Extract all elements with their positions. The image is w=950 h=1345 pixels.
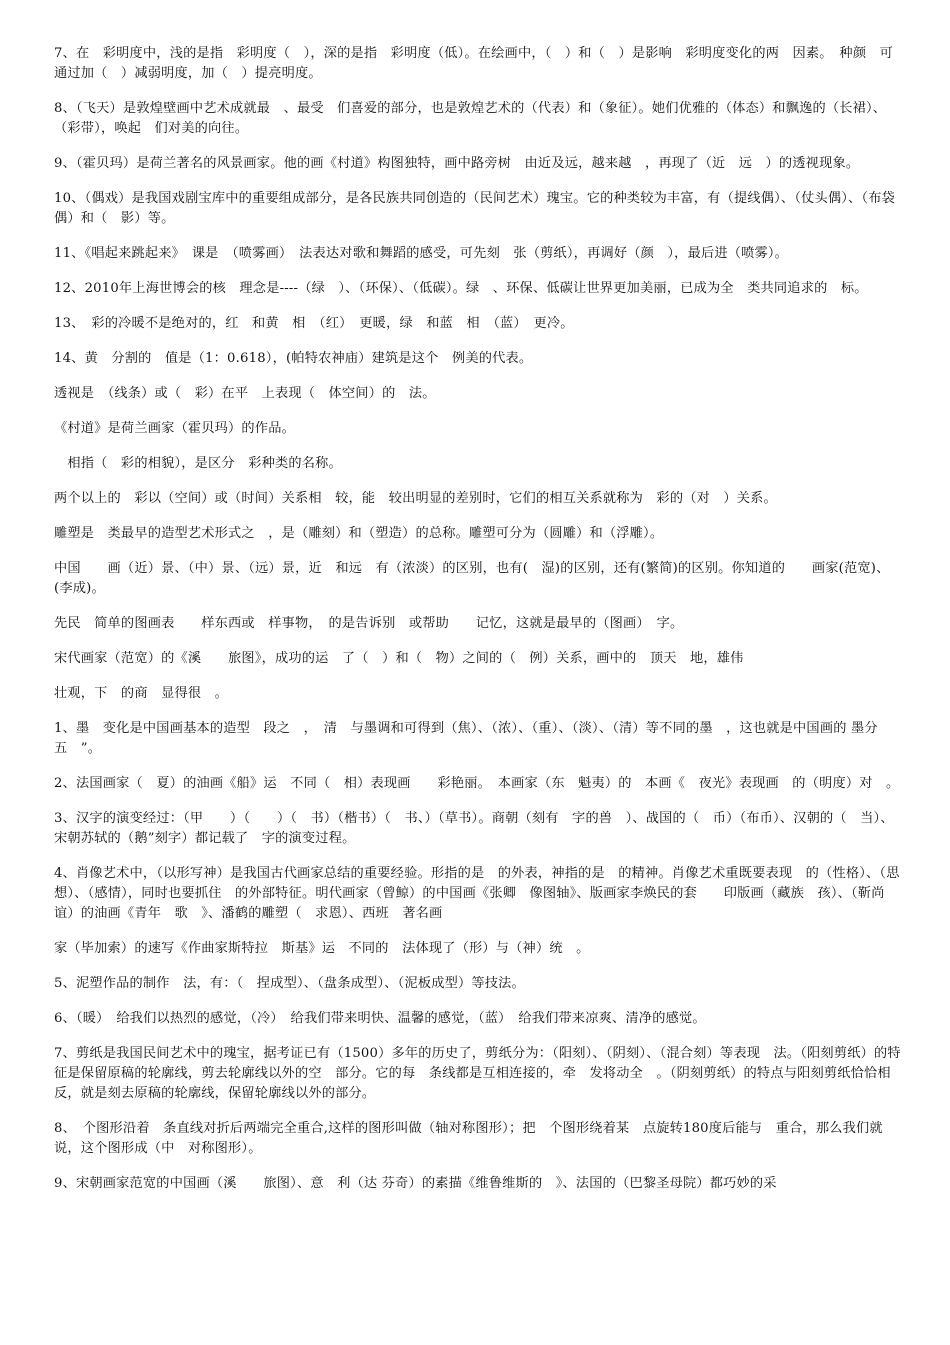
paragraph-15: 先民 简单的图画表 样东西或 样事物， 的是告诉别 或帮助 记忆，这就是最早的（图画） 字。 xyxy=(54,616,684,631)
paragraph-20: 3、汉字的演变经过：（甲 ）（ ）（ 书）（楷书）（ 书、）（草书）。商朝（刻有 字的兽 ）、战国的（ 币）（布币）、汉朝的（ 当）、宋朝苏轼的（鹅”刻字）都记载了 字的演变过程。 xyxy=(54,811,894,846)
paragraph-21: 4、肖像艺术中，（以形写神）是我国古代画家总结的重要经验。形指的是 的外表，神指的是 的精神。肖像艺术重既要表现 的（性格）、（思想）、（感情），同时也要抓住 的外部特征。明代画家（曾鲸）的中国画《张卿 像图轴》、版画家李焕民的套 印版画（藏族 孩）、（靳尚谊）的油画《青年 歌 》、潘鹤的雕塑（ 求恩）、西班 著名画 xyxy=(54,866,900,921)
paragraph-17: 壮观，下 的商 显得很 。 xyxy=(54,686,229,701)
paragraph-12: 两个以上的 彩以（空间）或（时间）关系相 较，能 较出明显的差别时，它们的相互关系就称为 彩的（对 ）关系。 xyxy=(54,491,777,506)
paragraph-7: 13、 彩的冷暖不是绝对的，红 和黄 相 （红） 更暖，绿 和蓝 相 （蓝） 更冷。 xyxy=(54,316,574,331)
paragraph-3: 9、（霍贝玛）是荷兰著名的风景画家。他的画《村道》构图独特，画中路旁树 由近及远，越来越 ，再现了（近 远 ）的透视现象。 xyxy=(54,156,860,171)
paragraph-4: 10、（偶戏）是我国戏剧宝库中的重要组成部分，是各民族共同创造的（民间艺术）瑰宝。它的种类较为丰富，有（提线偶）、（仗头偶）、（布袋偶）和（ 影）等。 xyxy=(54,191,895,226)
paragraph-23: 5、泥塑作品的制作 法，有：（ 捏成型）、（盘条成型）、（泥板成型）等技法。 xyxy=(54,976,525,991)
paragraph-25: 7、剪纸是我国民间艺术中的瑰宝，据考证已有（1500）多年的历史了，剪纸分为：（阳刻）、（阴刻）、（混合刻）等表现 法。（阳刻剪纸）的特征是保留原稿的轮廓线，剪去轮廓线以外的空 部分。它的每 条线都是互相连接的，牵 发将动全 。（阴刻剪纸）的特点与阳刻剪纸恰恰相反，就是刻去原稿的轮廓线，保留轮廓线以外的部分。 xyxy=(54,1046,901,1101)
paragraph-14: 中国 画（近）景、（中）景、（远）景，近 和远 有（浓淡）的区别，也有( 湿)的区别，还有(繁简)的区别。你知道的 画家(范宽)、(李成)。 xyxy=(54,561,890,596)
paragraph-27: 9、宋朝画家范宽的中国画（溪 旅图）、意 利（达 芬奇）的素描《维鲁维斯的 》、法国的（巴黎圣母院）都巧妙的采 xyxy=(54,1176,777,1191)
paragraph-26: 8、 个图形沿着 条直线对折后两端完全重合,这样的图形叫做（轴对称图形）；把 个图形绕着某 点旋转180度后能与 重合，那么我们就说，这个图形成（中 对称图形）。 xyxy=(54,1121,883,1156)
paragraph-5: 11、《唱起来跳起来》 课是 （喷雾画） 法表达对歌和舞蹈的感受，可先刻 张（剪纸），再调好（颜 ），最后进（喷雾）。 xyxy=(54,246,789,261)
paragraph-9: 透视是 （线条）或（ 彩）在平 上表现（ 体空间）的 法。 xyxy=(54,386,436,401)
paragraph-6: 12、2010年上海世博会的核 理念是----（绿 ）、（环保）、（低碳）。绿 、环保、低碳让世界更加美丽，已成为全 类共同追求的 标。 xyxy=(54,281,868,296)
paragraph-8: 14、黄 分割的 值是（1：0.618），(帕特农神庙）建筑是这个 例美的代表。 xyxy=(54,351,533,366)
paragraph-22: 家（毕加索）的速写《作曲家斯特拉 斯基》运 不同的 法体现了（形）与（神）统 。 xyxy=(54,941,590,956)
paragraph-24: 6、（暖） 给我们以热烈的感觉，（冷） 给我们带来明快、温馨的感觉，（蓝） 给我们带来凉爽、清净的感觉。 xyxy=(54,1011,706,1026)
document-page xyxy=(54,44,902,1209)
paragraph-16: 宋代画家（范宽）的《溪 旅图》，成功的运 了（ ）和（ 物）之间的（ 例）关系，画中的 顶天 地，雄伟 xyxy=(54,651,744,666)
paragraph-10: 《村道》是荷兰画家（霍贝玛）的作品。 xyxy=(54,421,295,436)
paragraph-13: 雕塑是 类最早的造型艺术形式之 ，是（雕刻）和（塑造）的总称。雕塑可分为（圆雕）和（浮雕）。 xyxy=(54,526,664,541)
paragraph-11: 相指（ 彩的相貌），是区分 彩种类的名称。 xyxy=(54,456,342,471)
paragraph-18: 1、墨 变化是中国画基本的造型 段之 ， 清 与墨调和可得到（焦）、（浓）、（重）、（淡）、（清）等不同的墨 ，这也就是中国画的 墨分五 ”。 xyxy=(54,721,878,756)
paragraph-2: 8、（飞天）是敦煌壁画中艺术成就最 、最受 们喜爱的部分，也是敦煌艺术的（代表）和（象征）。她们优雅的（体态）和飘逸的（长裙）、（彩带），唤起 们对美的向往。 xyxy=(54,101,887,136)
paragraph-19: 2、法国画家（ 夏）的油画《船》运 不同（ 相）表现画 彩艳丽。 本画家（东 魁夷）的 本画《 夜光》表现画 的（明度）对 。 xyxy=(54,776,900,791)
paragraph-1: 7、在 彩明度中，浅的是指 彩明度（ ），深的是指 彩明度（低）。在绘画中，（ ）和（ ）是影响 彩明度变化的两 因素。 种颜 可通过加（ ）减弱明度，加（ ）提亮明度。 xyxy=(54,46,893,81)
